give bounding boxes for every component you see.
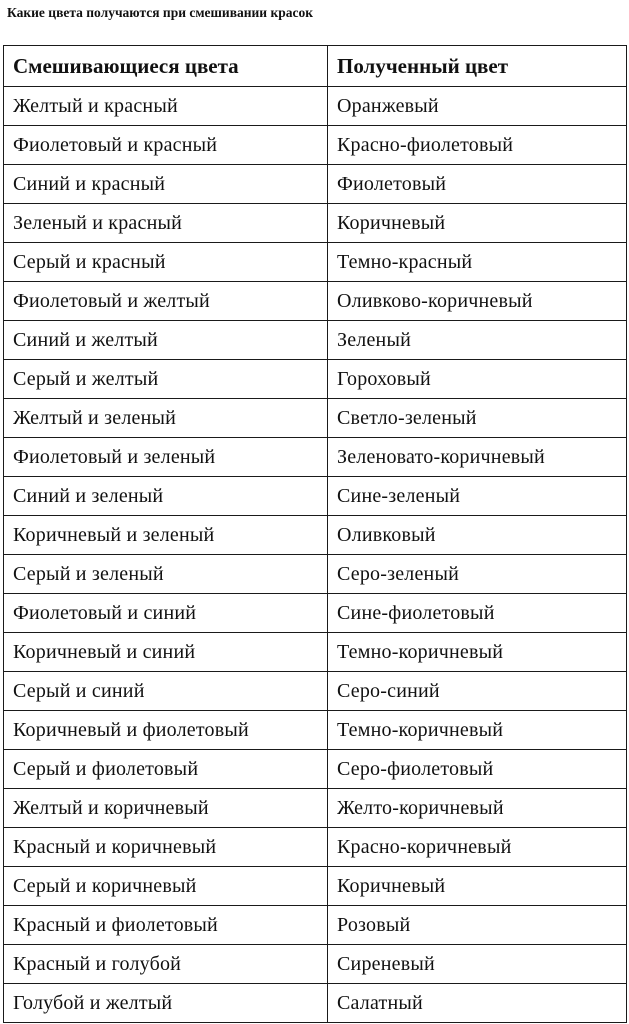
result-color-cell: Темно-красный (328, 243, 627, 282)
mixing-colors-cell: Серый и красный (4, 243, 328, 282)
table-row (4, 945, 627, 984)
table-row (4, 906, 627, 945)
table-row (4, 594, 627, 633)
mixing-colors-cell: Синий и красный (4, 165, 328, 204)
result-color-cell: Зеленый (328, 321, 627, 360)
table-row (4, 711, 627, 750)
result-color-cell: Красно-коричневый (328, 828, 627, 867)
mixing-colors-cell: Красный и голубой (4, 945, 328, 984)
result-color-cell: Сине-фиолетовый (328, 594, 627, 633)
table-row (4, 360, 627, 399)
result-color-cell: Светло-зеленый (328, 399, 627, 438)
result-color-cell: Желто-коричневый (328, 789, 627, 828)
mixing-colors-cell: Серый и фиолетовый (4, 750, 328, 789)
result-color-cell: Салатный (328, 984, 627, 1023)
table-row (4, 789, 627, 828)
mixing-colors-cell: Желтый и коричневый (4, 789, 328, 828)
mixing-colors-cell: Серый и синий (4, 672, 328, 711)
table-row (4, 87, 627, 126)
mixing-colors-cell: Коричневый и синий (4, 633, 328, 672)
result-color-cell: Гороховый (328, 360, 627, 399)
mixing-colors-cell: Синий и желтый (4, 321, 328, 360)
header-result-color: Полученный цвет (328, 46, 627, 87)
table-row (4, 555, 627, 594)
table-row (4, 321, 627, 360)
result-color-cell: Красно-фиолетовый (328, 126, 627, 165)
result-color-cell: Серо-фиолетовый (328, 750, 627, 789)
table-row (4, 750, 627, 789)
table-row (4, 243, 627, 282)
table-row (4, 633, 627, 672)
page-title: Какие цвета получаются при смешивании красок (7, 5, 314, 20)
mixing-colors-cell: Красный и коричневый (4, 828, 328, 867)
result-color-cell: Сине-зеленый (328, 477, 627, 516)
mixing-colors-cell: Коричневый и зеленый (4, 516, 328, 555)
result-color-cell: Коричневый (328, 867, 627, 906)
table-row (4, 204, 627, 243)
mixing-colors-cell: Фиолетовый и красный (4, 126, 328, 165)
mixing-colors-cell: Фиолетовый и зеленый (4, 438, 328, 477)
result-color-cell: Коричневый (328, 204, 627, 243)
result-color-cell: Оранжевый (328, 87, 627, 126)
mixing-colors-cell: Желтый и красный (4, 87, 328, 126)
result-color-cell: Темно-коричневый (328, 633, 627, 672)
table-row (4, 165, 627, 204)
table-row (4, 867, 627, 906)
mixing-colors-cell: Серый и желтый (4, 360, 328, 399)
result-color-cell: Фиолетовый (328, 165, 627, 204)
mixing-colors-cell: Голубой и желтый (4, 984, 328, 1023)
table-row (4, 672, 627, 711)
mixing-colors-cell: Серый и коричневый (4, 867, 328, 906)
mixing-colors-cell: Фиолетовый и синий (4, 594, 328, 633)
table-row (4, 477, 627, 516)
result-color-cell: Зеленовато-коричневый (328, 438, 627, 477)
mixing-colors-cell: Желтый и зеленый (4, 399, 328, 438)
table-row (4, 828, 627, 867)
table-row (4, 516, 627, 555)
table-row (4, 984, 627, 1023)
table-row (4, 399, 627, 438)
table-row (4, 282, 627, 321)
mixing-colors-cell: Фиолетовый и желтый (4, 282, 328, 321)
mixing-colors-cell: Коричневый и фиолетовый (4, 711, 328, 750)
result-color-cell: Оливково-коричневый (328, 282, 627, 321)
result-color-cell: Серо-зеленый (328, 555, 627, 594)
table-body (4, 87, 627, 1023)
table-header-row (4, 46, 627, 87)
mixing-colors-cell: Зеленый и красный (4, 204, 328, 243)
mixing-colors-cell: Синий и зеленый (4, 477, 328, 516)
result-color-cell: Оливковый (328, 516, 627, 555)
color-mixing-table (3, 45, 627, 1023)
table-row (4, 126, 627, 165)
table-row (4, 438, 627, 477)
result-color-cell: Розовый (328, 906, 627, 945)
result-color-cell: Серо-синий (328, 672, 627, 711)
result-color-cell: Сиреневый (328, 945, 627, 984)
mixing-colors-cell: Серый и зеленый (4, 555, 328, 594)
result-color-cell: Темно-коричневый (328, 711, 627, 750)
mixing-colors-cell: Красный и фиолетовый (4, 906, 328, 945)
header-mixing-colors: Смешивающиеся цвета (4, 46, 328, 87)
